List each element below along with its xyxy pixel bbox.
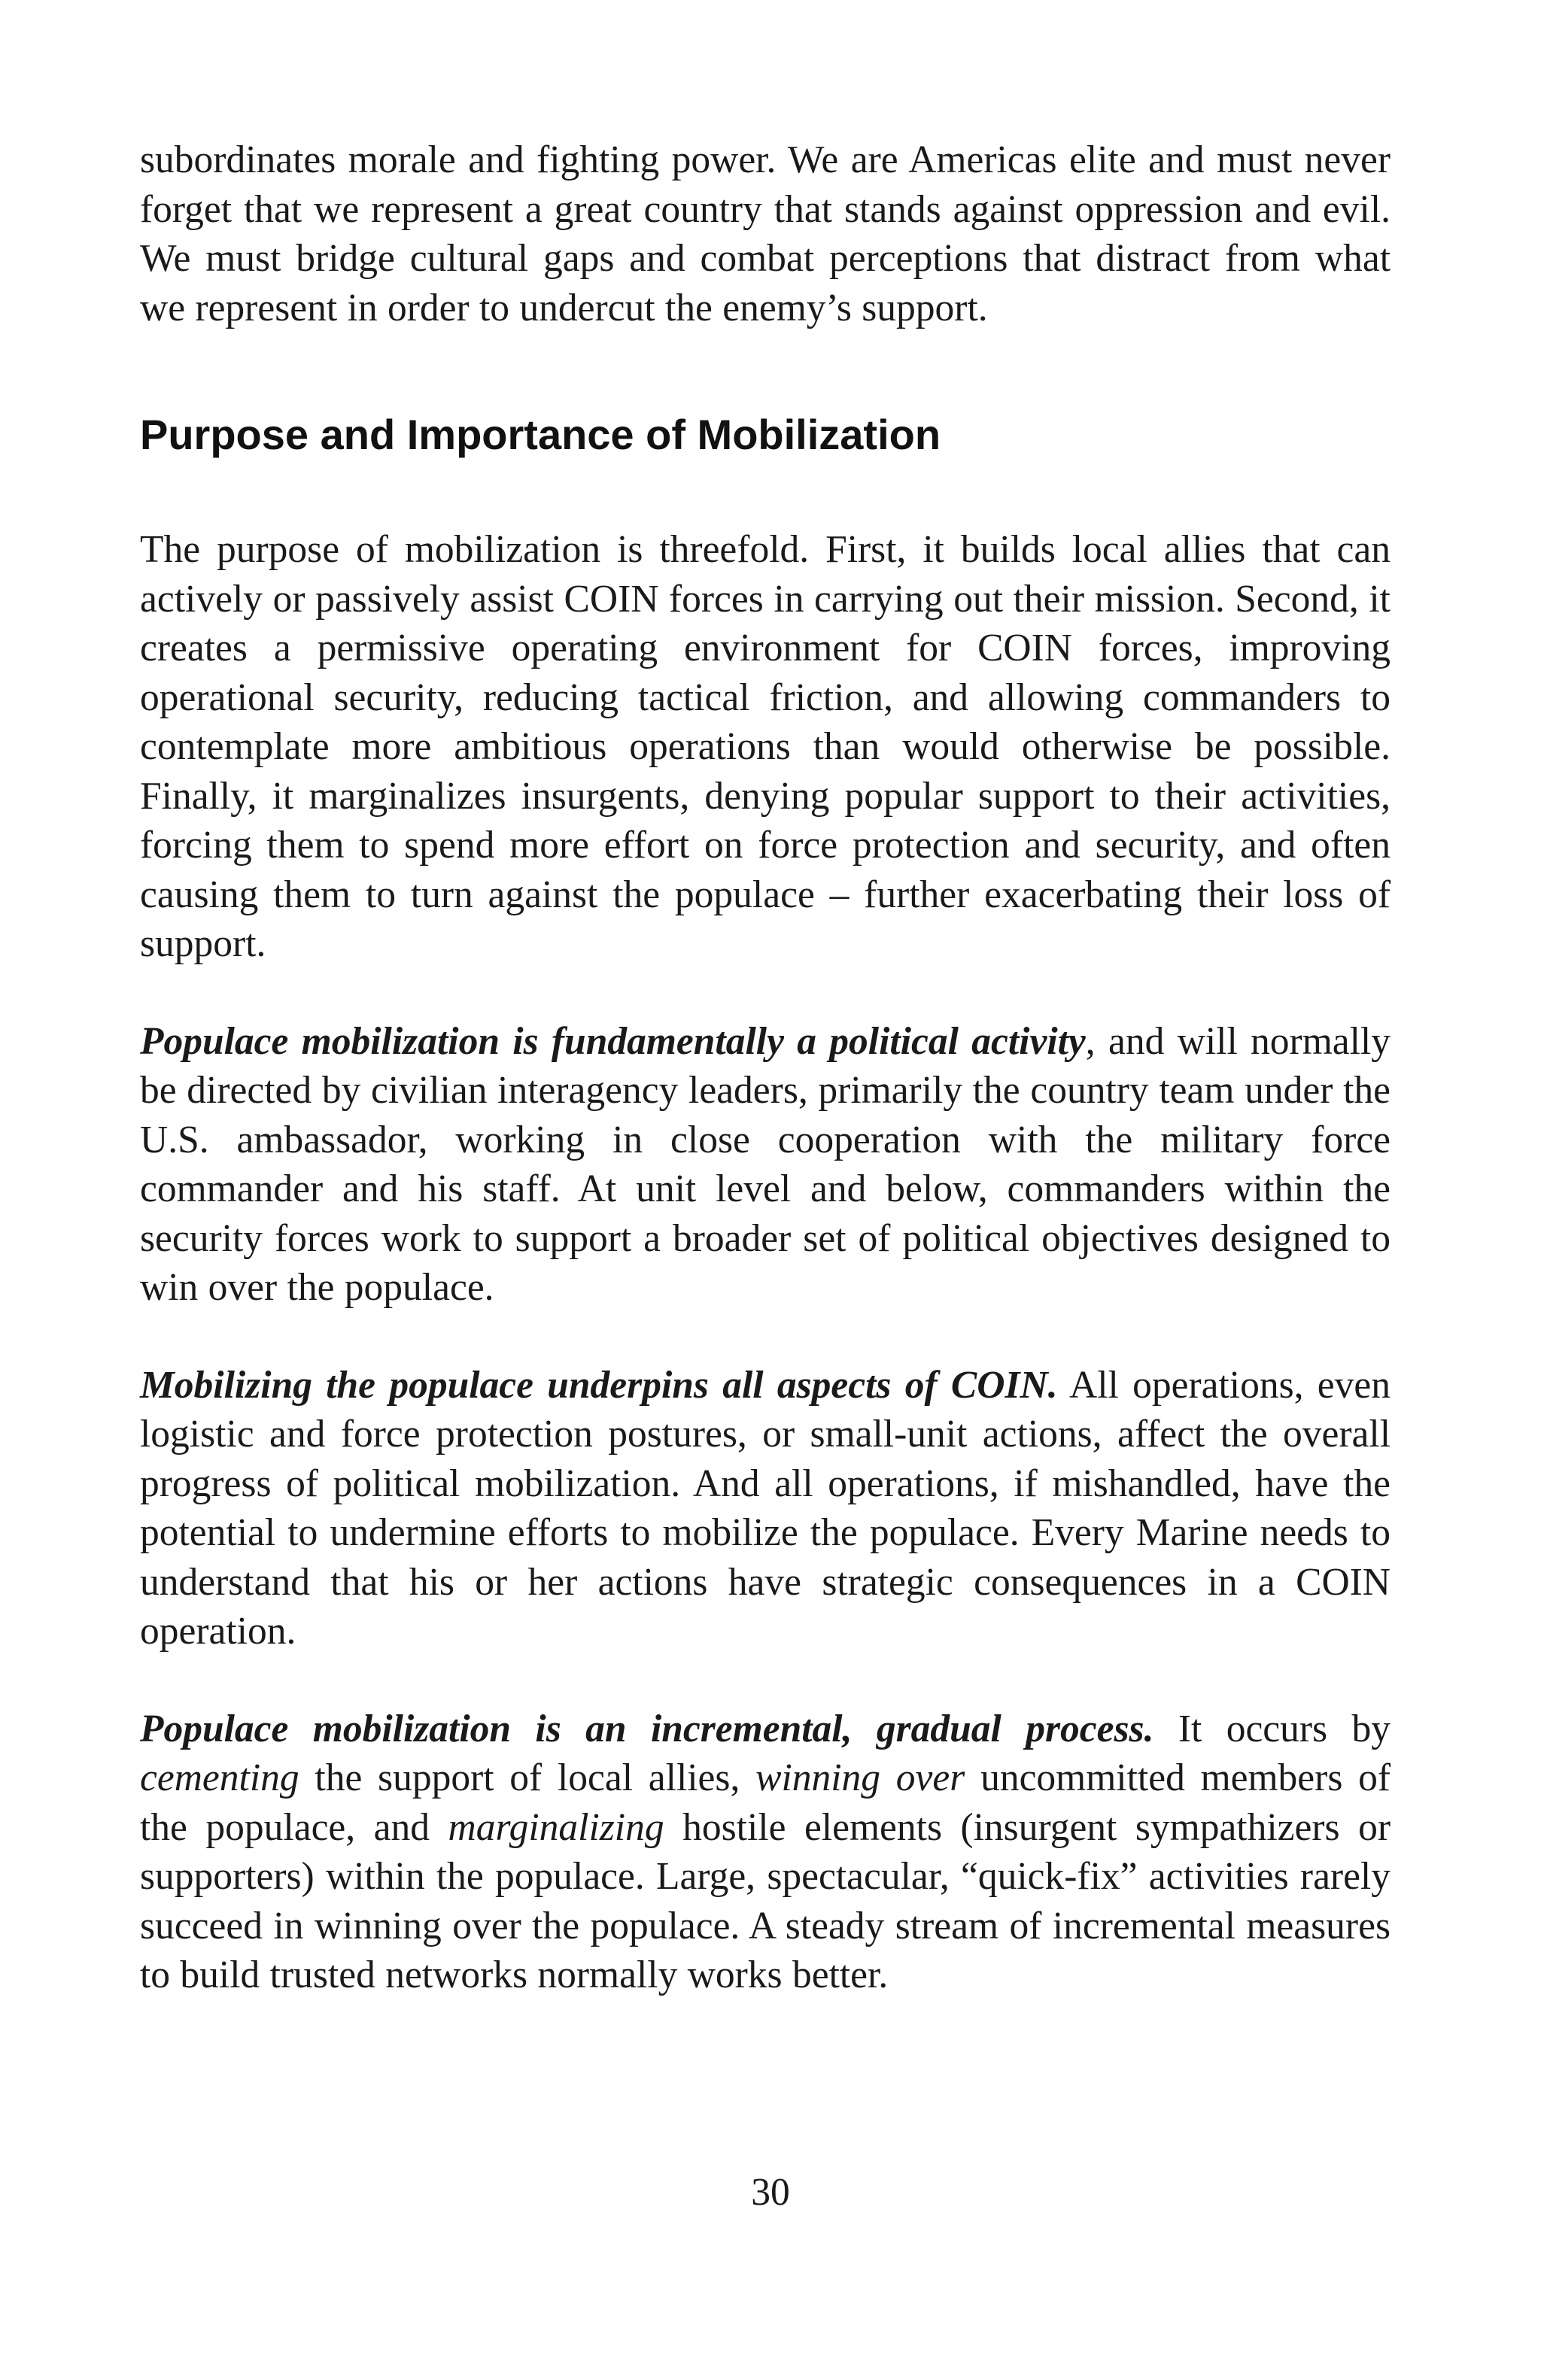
page-body xyxy=(140,135,1391,2000)
emphasis-lead: Populace mobilization is fundamentally a political activity xyxy=(140,1019,1086,1063)
emphasis-cementing: cementing xyxy=(140,1756,299,1799)
paragraph-intro: subordinates morale and fighting power. We are Americas elite and must never forget that we represent a great country that stands against oppression and evil. We must bridge cultural gaps and combat perceptions that distract from what we represent in order to undercut the enemy’s support. xyxy=(140,138,1391,329)
paragraph-political-activity xyxy=(140,1017,1391,1313)
emphasis-marginalizing: marginalizing xyxy=(448,1805,664,1849)
paragraph-text: hostile elements (insurgent sympathizers or supporters) within the populace. Large, spectacular, “quick-fix” activities rarely succeed in winning over the populace. A steady stream of incremental measures to build trusted networks normally works better. xyxy=(140,1805,1391,1996)
page-number: 30 xyxy=(751,2171,790,2214)
paragraph-text: uncommitted members of the populace, and xyxy=(140,1756,1391,1849)
paragraph-text: the support of local allies, xyxy=(299,1756,756,1799)
paragraph-text: All operations, even logistic and force protection postures, or small-unit actions, affect the overall progress of political mobilization. And all operations, if mishandled, have the potential to undermine efforts to mobilize the populace. Every Marine needs to understand that his or her actions have strategic consequences in a COIN operation. xyxy=(140,1363,1391,1653)
paragraph-text: It occurs by xyxy=(1153,1707,1391,1750)
section-heading: Purpose and Importance of Mobilization xyxy=(140,411,941,458)
paragraph-incremental-process xyxy=(140,1705,1391,2000)
emphasis-lead: Mobilizing the populace underpins all aspects of COIN. xyxy=(140,1363,1058,1407)
paragraph-purpose: The purpose of mobilization is threefold. First, it builds local allies that can actively or passively assist COIN forces in carrying out their mission. Second, it creates a permissive operating environment for COIN forces, improving operational security, reducing tactical friction, and allowing commanders to contemplate more ambitious operations than would otherwise be possible. Finally, it marginalizes insurgents, denying popular support to their activities, forcing them to spend more effort on force protection and security, and often causing them to turn against the populace – further exacerbating their loss of support. xyxy=(140,528,1391,965)
paragraph-underpins-coin xyxy=(140,1361,1391,1656)
paragraph-text: , and will normally be directed by civilian interagency leaders, primarily the country team under the U.S. ambassador, working in close cooperation with the military force commander and his staff. At unit level and below, commanders within the security forces work to support a broader set of political objectives designed to win over the populace. xyxy=(140,1019,1391,1309)
emphasis-winning-over: winning over xyxy=(755,1756,965,1799)
emphasis-lead: Populace mobilization is an incremental, gradual process. xyxy=(140,1707,1154,1750)
